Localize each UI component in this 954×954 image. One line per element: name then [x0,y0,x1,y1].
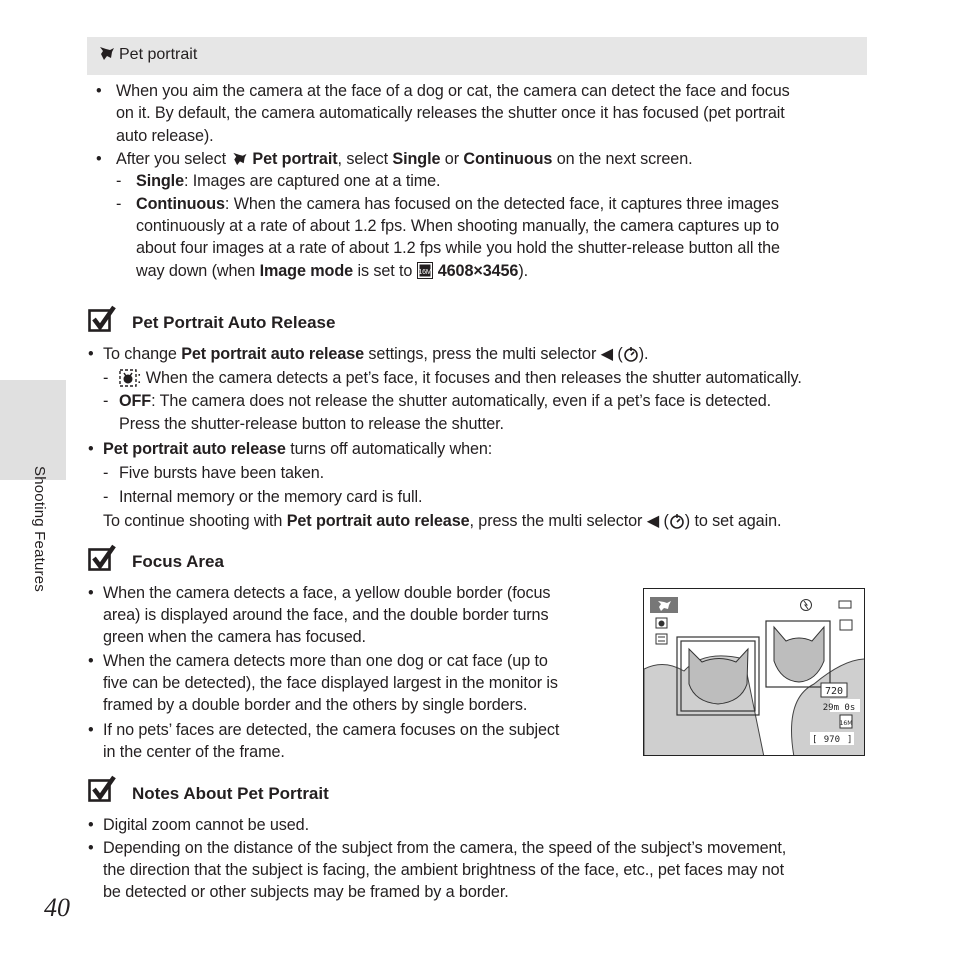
dash: - [103,464,109,482]
camera-monitor-illustration [643,588,865,756]
focus-text: in the center of the frame. [103,743,285,761]
focus-text: green when the camera has focused. [103,628,366,646]
continue-line [103,510,781,533]
bullet-mark: • [88,440,94,458]
turns-off-line [103,438,492,461]
frame-bracket: [ [812,735,818,745]
pet-portrait-icon [230,151,248,166]
text: on the next screen. [552,150,693,168]
dash: - [103,392,109,410]
self-timer-icon [623,346,639,362]
text: , select [337,150,393,168]
image-size-16m-icon [417,262,433,279]
page-number: 40 [44,893,70,922]
text: ). [638,345,649,363]
intro-text: on it. By default, the camera automatically releases the shutter once it has focused (pet portrait [116,104,785,122]
note-check-icon [88,305,116,333]
text: To continue shooting with [103,512,287,530]
notes-text: Digital zoom cannot be used. [103,816,309,834]
text: is set to [353,262,417,280]
text: After you select [116,150,231,168]
continuous-text: continuously at a rate of about 1.2 fps. When shooting manually, the camera captures up to [136,217,780,235]
chapter-label: Shooting Features [31,466,48,592]
note-check-icon [88,775,116,803]
continuous-text [136,260,528,283]
bullet-mark: • [96,150,102,168]
term: Single [392,150,441,168]
auto-off-text: Press the shutter-release button to release the shutter. [119,415,504,433]
focus-text: five can be detected), the face displayed largest in the monitor is [103,674,558,692]
bullet-mark: • [88,584,94,602]
term: Continuous [463,150,553,168]
focus-text: area) is displayed around the face, and the double border turns [103,606,549,624]
auto-off-desc [119,390,771,413]
focus-text: framed by a double border and the others by single borders. [103,696,528,714]
bullet-mark: • [88,816,94,834]
section-title: Focus Area [132,552,224,571]
turns-off-item: Internal memory or the memory card is full. [119,488,423,506]
bullet-mark: • [88,345,94,363]
intro-text: auto release). [116,127,214,145]
text: : When the camera has focused on the detected face, it captures three images [224,195,779,213]
remaining-time: 29m 0s [822,703,856,713]
movie-mode-label: 720 [824,686,844,697]
dash: - [116,172,122,190]
intro-select-line [116,148,693,171]
text: : Images are captured one at a time. [183,172,441,190]
focus-text: If no pets’ faces are detected, the camera focuses on the subject [103,721,560,739]
term: Pet portrait [252,150,338,168]
text: or [440,150,464,168]
text: , press the multi selector ◀ ( [469,512,669,530]
note-check-icon [88,544,116,572]
single-desc [136,170,440,193]
turns-off-item: Five bursts have been taken. [119,464,325,482]
frames-remaining: 970 [823,735,840,745]
frame-bracket: ] [847,735,853,745]
auto-on-desc [119,367,802,390]
intro-text: When you aim the camera at the face of a dog or cat, the camera can detect the face and focus [116,82,790,100]
bullet-mark: • [96,82,102,100]
term: Single [136,172,184,190]
monitor-scene [644,589,865,756]
notes-text: the direction that the subject is facing, the ambient brightness of the face, etc., pet faces may not [103,861,784,879]
section-title: Notes About Pet Portrait [132,784,329,803]
term: 4608×3456 [437,262,519,280]
text: : When the camera detects a pet’s face, it focuses and then releases the shutter automatically. [137,369,802,387]
image-size-label: 16M [839,720,853,727]
text: To change [103,345,182,363]
term: Pet portrait auto release [181,345,365,363]
dash: - [116,195,122,213]
chapter-tab [0,380,66,480]
bullet-mark: • [88,721,94,739]
text: turns off automatically when: [285,440,493,458]
term: OFF [119,392,152,410]
text: : The camera does not release the shutter automatically, even if a pet’s face is detected. [151,392,772,410]
pet-auto-release-icon [119,369,137,387]
self-timer-icon [669,513,685,529]
mode-header-bar [87,37,867,75]
bullet-mark: • [88,839,94,857]
auto-release-line [103,343,648,366]
focus-text: When the camera detects more than one dog or cat face (up to [103,652,548,670]
section-title: Pet Portrait Auto Release [132,313,336,332]
text: ) to set again. [684,512,782,530]
text: settings, press the multi selector ◀ ( [364,345,623,363]
term: Image mode [259,262,354,280]
dash: - [103,369,109,387]
term: Continuous [136,195,225,213]
header-label: Pet portrait [119,46,198,63]
continuous-desc [136,193,779,216]
svg-text:16M: 16M [418,269,432,276]
bullet-mark: • [88,652,94,670]
continuous-text: about four images at a rate of about 1.2 fps while you hold the shutter-release button all the [136,239,780,257]
notes-text: Depending on the distance of the subject from the camera, the speed of the subject’s movement, [103,839,787,857]
text: ). [518,262,529,280]
text: way down (when [136,262,260,280]
notes-text: be detected or other subjects may be framed by a border. [103,883,509,901]
focus-text: When the camera detects a face, a yellow double border (focus [103,584,551,602]
pet-portrait-icon [97,45,115,61]
term: Pet portrait auto release [103,440,286,458]
dash: - [103,488,109,506]
term: Pet portrait auto release [286,512,470,530]
